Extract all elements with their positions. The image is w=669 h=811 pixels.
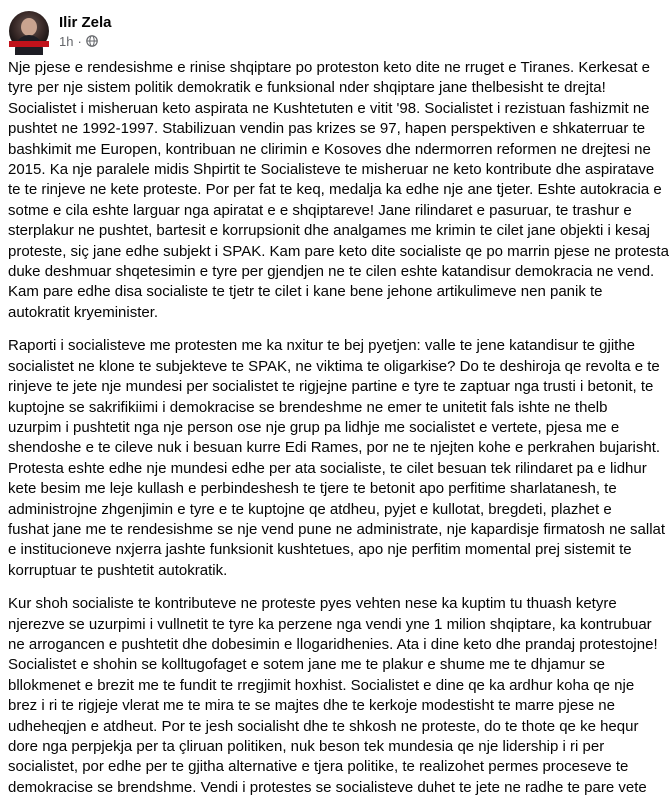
text-line: duke deshmuar shqetesimin e tyre per gjendjen ne te cilen eshte katandisur demokracia ne vend. <box>8 263 655 281</box>
post-paragraph <box>8 594 658 798</box>
text-line: Kam pare edhe disa socialiste te tjetr te cilet i kane bene jehone artikulimeve nen panik te <box>8 283 603 301</box>
avatar-face <box>21 18 37 36</box>
text-line: Socialistet e shohin se kolltugofaget e sotem jane me te plakur e shume me te dhjamur se <box>8 656 605 674</box>
text-line: kuptojne se sakrifikiimi i demokracise se brendeshme ne emer te unitetit fals ishte ne thelb <box>8 398 608 416</box>
globe-icon[interactable] <box>86 35 98 47</box>
text-line: dore nga perpjekja per ta çliruan politiken, nuk beson tek mundesia qe nje lidership i ri per <box>8 738 605 755</box>
post-subline <box>59 33 112 50</box>
text-line: socialistet, por edhe per te gjitha alternative e tjera politike, te realizohet permes proceseve te <box>8 758 629 776</box>
text-line: njerezve se uzurpimi i vullnetit te tyre ka perzene nga vendi yne 1 milion shqiptare, ka kontrubuar <box>8 615 652 633</box>
text-line: Raporti i socialisteve me protesten me ka nxitur te bej pyetjen: valle te jene katandisur te gjithe <box>8 337 635 355</box>
text-line: Kur shoh socialiste te kontributeve ne proteste pyes vehten nese ka kuptim tu thuash ketyre <box>8 595 617 613</box>
text-line: shendoshe e te cileve nuk i besuan kurre Edi Rames, por ne te njejten kohe e perkrahen bujarisht. <box>8 439 661 457</box>
text-line: tyre per nje sistem politik demokratik e funksional nder shqiptare jane thelbesisht te drejta! <box>8 79 606 97</box>
text-line: sotme e cila eshte larguar nga apiratat e e shqiptareve! Jane rilindaret e pasuruar, te trashur e <box>8 201 632 219</box>
separator-dot: · <box>77 33 82 49</box>
text-line: ne arrogancen e pushtetit dhe dobesimin e llogaridhenies. Ata i dine keto dhe prandaj protestojne! <box>8 635 658 653</box>
text-line: socialistet ne klone te subjekteve te SPAK, ne viktima te oligarkise? Do te deshiroja qe revolta e te <box>8 357 660 375</box>
text-line: 2015. Ka nje paralele midis Shpirtit te Socialisteve te misheruar ne keto kontribute dhe aspiratave <box>8 161 655 179</box>
post-paragraph <box>8 336 666 581</box>
text-line: udheheqjen e atdheut. Por te jesh socialisht dhe te shkosh ne proteste, do te thote qe ke hequr <box>8 717 639 735</box>
text-line: rinjeve te jete nje mundesi per socialistet te rigjejne partine e tyre te zaptuar nga trusti i betonit, te <box>8 378 654 396</box>
post-header <box>9 10 112 52</box>
text-line: proteste, siç jane edhe subjekt i SPAK. Kam pare keto dite socialiste qe po marrin pjese ne protesta <box>8 242 669 260</box>
text-line: Protesta eshte edhe nje mundesi edhe per ata socialiste, te cilet besuan tek rilindaret pa e lidhur <box>8 459 647 477</box>
text-line: te te rinjeve ne kete proteste. Por per fat te keq, medalja ka edhe nje ane tjeter. Eshte autokracia e <box>8 181 662 199</box>
text-line: administrojne zhgenjimin e tyre e te kuptojne qe atdheu, pyjet e kullotat, bregdeti, plazhet e <box>8 500 612 518</box>
text-line: bllokmenet e brezit me te fundit te rregjimit hoxhist. Socialistet e dine qe ka ardhur koha qe nje <box>8 676 635 694</box>
post-time[interactable]: 1h <box>59 33 74 49</box>
text-line: pushtet ne 1992-1997. Stabilizuan vendin pas krizes se 97, hapen perspektiven e shkaterruar te <box>8 120 646 138</box>
text-line: bashkimit me Europen, kontribuan ne clirimin e Kosoves dhe ndermorren reformen ne drejtesi ne <box>8 140 651 158</box>
text-line: Socialistet i misheruan keto aspirata ne Kushtetuten e vitit '98. Socialistet i rezistuan fashizmit ne <box>8 99 650 117</box>
post-meta <box>59 13 112 50</box>
author-avatar[interactable] <box>9 11 49 51</box>
author-name[interactable]: Ilir Zela <box>59 13 112 31</box>
text-line: fushat jane me te rendesishme se nje vend pune ne administrate, nje kapardisje firmatosh ne sallat <box>8 520 666 538</box>
post-text <box>8 58 669 811</box>
text-line: brez i ri te rigjeje vlerat me te mira te se majtes dhe te kerkoje modestisht te marre pjese ne <box>8 697 615 715</box>
text-line: kete besim me leje kullash e perbindeshesh te tjere te betonit apo perfitime sharlatanesh, te <box>8 480 617 498</box>
post-paragraph <box>8 58 669 323</box>
text-line: korruptuar te pushtetit autokratik. <box>8 561 228 579</box>
text-line: Nje pjese e rendesishme e rinise shqiptare po proteston keto dite ne rruget e Tiranes. Kerkesat e <box>8 59 651 76</box>
text-line: sterplakur ne pushtet, bartesit e korrupsionit dhe analgames me krimin te cilet jane objekti i kesaj <box>8 222 650 240</box>
text-line: demokracise se brendshme. Vendi i protestes se socialisteve duhet te jete ne radhe te pare vete <box>8 778 647 796</box>
text-line: autokratit kryeminister. <box>8 303 159 321</box>
text-line: e institucioneve nxjerra jashte funksionit kushtetues, apo nje perfitim momental prej sistemit te <box>8 541 632 559</box>
avatar-banner <box>9 41 49 47</box>
text-line: uzurpim i pushtetit nga nje person ose nje grup pa lidhje me socialistet e vertete, pjesa me e <box>8 418 620 436</box>
